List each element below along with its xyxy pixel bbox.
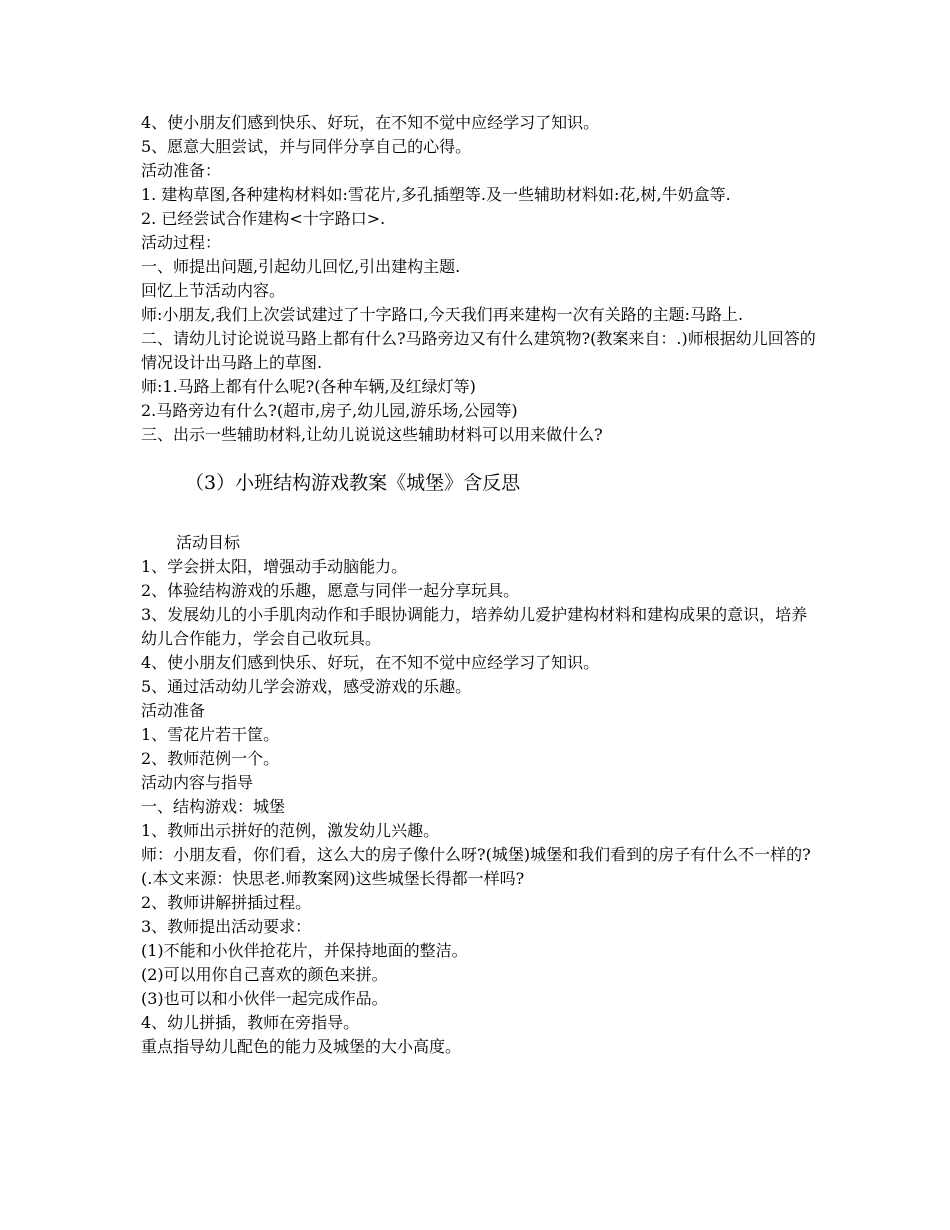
paragraph: 师:小朋友,我们上次尝试建过了十字路口,今天我们再来建构一次有关路的主题:马路上. bbox=[141, 305, 744, 324]
paragraph: (1)不能和小伙伴抢花片，并保持地面的整洁。 bbox=[141, 941, 468, 960]
paragraph: 1、教师出示拼好的范例，激发幼儿兴趣。 bbox=[141, 821, 440, 840]
paragraph: 2.马路旁边有什么?(超市,房子,幼儿园,游乐场,公园等) bbox=[141, 401, 518, 420]
paragraph: 5、通过活动幼儿学会游戏，感受游戏的乐趣。 bbox=[141, 677, 472, 696]
paragraph: 2. 已经尝试合作建构<十字路口>. bbox=[141, 209, 386, 228]
paragraph: 2、教师范例一个。 bbox=[141, 749, 280, 768]
paragraph: 2、体验结构游戏的乐趣，愿意与同伴一起分享玩具。 bbox=[141, 581, 520, 600]
paragraph: 回忆上节活动内容。 bbox=[141, 281, 286, 300]
paragraph: 1、学会拼太阳，增强动手动脑能力。 bbox=[141, 557, 408, 576]
paragraph: 5、愿意大胆尝试，并与同伴分享自己的心得。 bbox=[141, 137, 472, 156]
paragraph: 活动过程： bbox=[141, 233, 222, 252]
paragraph: 三、出示一些辅助材料,让幼儿说说这些辅助材料可以用来做什么? bbox=[141, 425, 603, 444]
paragraph: 二、请幼儿讨论说说马路上都有什么?马路旁边又有什么建筑物?(教案来自：.)师根据幼儿回答的情况设计出马路上的草图. bbox=[141, 329, 816, 372]
bottom-section bbox=[141, 531, 821, 1059]
paragraph: 一、结构游戏：城堡 bbox=[141, 797, 286, 816]
paragraph: 3、发展幼儿的小手肌肉动作和手眼协调能力，培养幼儿爱护建构材料和建构成果的意识，培养幼儿合作能力，学会自己收玩具。 bbox=[141, 605, 808, 648]
paragraph: 4、幼儿拼插，教师在旁指导。 bbox=[141, 1013, 360, 1032]
paragraph: 2、教师讲解拼插过程。 bbox=[141, 893, 312, 912]
paragraph: 活动内容与指导 bbox=[141, 773, 254, 792]
top-section bbox=[141, 111, 821, 447]
paragraph: 师:1.马路上都有什么呢?(各种车辆,及红绿灯等) bbox=[141, 377, 476, 396]
section-title-block bbox=[141, 447, 821, 531]
document-body bbox=[141, 111, 821, 1059]
paragraph: 活动准备： bbox=[141, 161, 222, 180]
paragraph: 3、教师提出活动要求： bbox=[141, 917, 312, 936]
paragraph: (3)也可以和小伙伴一起完成作品。 bbox=[141, 989, 388, 1008]
section-title: （3）小班结构游戏教案《城堡》含反思 bbox=[185, 472, 521, 494]
paragraph: 重点指导幼儿配色的能力及城堡的大小高度。 bbox=[141, 1037, 462, 1056]
paragraph: 1、雪花片若干筐。 bbox=[141, 725, 280, 744]
paragraph: 4、使小朋友们感到快乐、好玩，在不知不觉中应经学习了知识。 bbox=[141, 113, 600, 132]
paragraph: 1. 建构草图,各种建构材料如:雪花片,多孔插塑等.及一些辅助材料如:花,树,牛奶盒等. bbox=[141, 185, 731, 204]
paragraph: (2)可以用你自己喜欢的颜色来拼。 bbox=[141, 965, 388, 984]
paragraph: 师：小朋友看，你们看，这么大的房子像什么呀?(城堡)城堡和我们看到的房子有什么不一样的?(.本文来源：快思老.师教案网)这些城堡长得都一样吗? bbox=[141, 845, 811, 888]
paragraph: 一、师提出问题,引起幼儿回忆,引出建构主题. bbox=[141, 257, 461, 276]
paragraph: 活动准备 bbox=[141, 701, 206, 720]
section-heading: 活动目标 bbox=[176, 533, 241, 552]
paragraph: 4、使小朋友们感到快乐、好玩，在不知不觉中应经学习了知识。 bbox=[141, 653, 600, 672]
